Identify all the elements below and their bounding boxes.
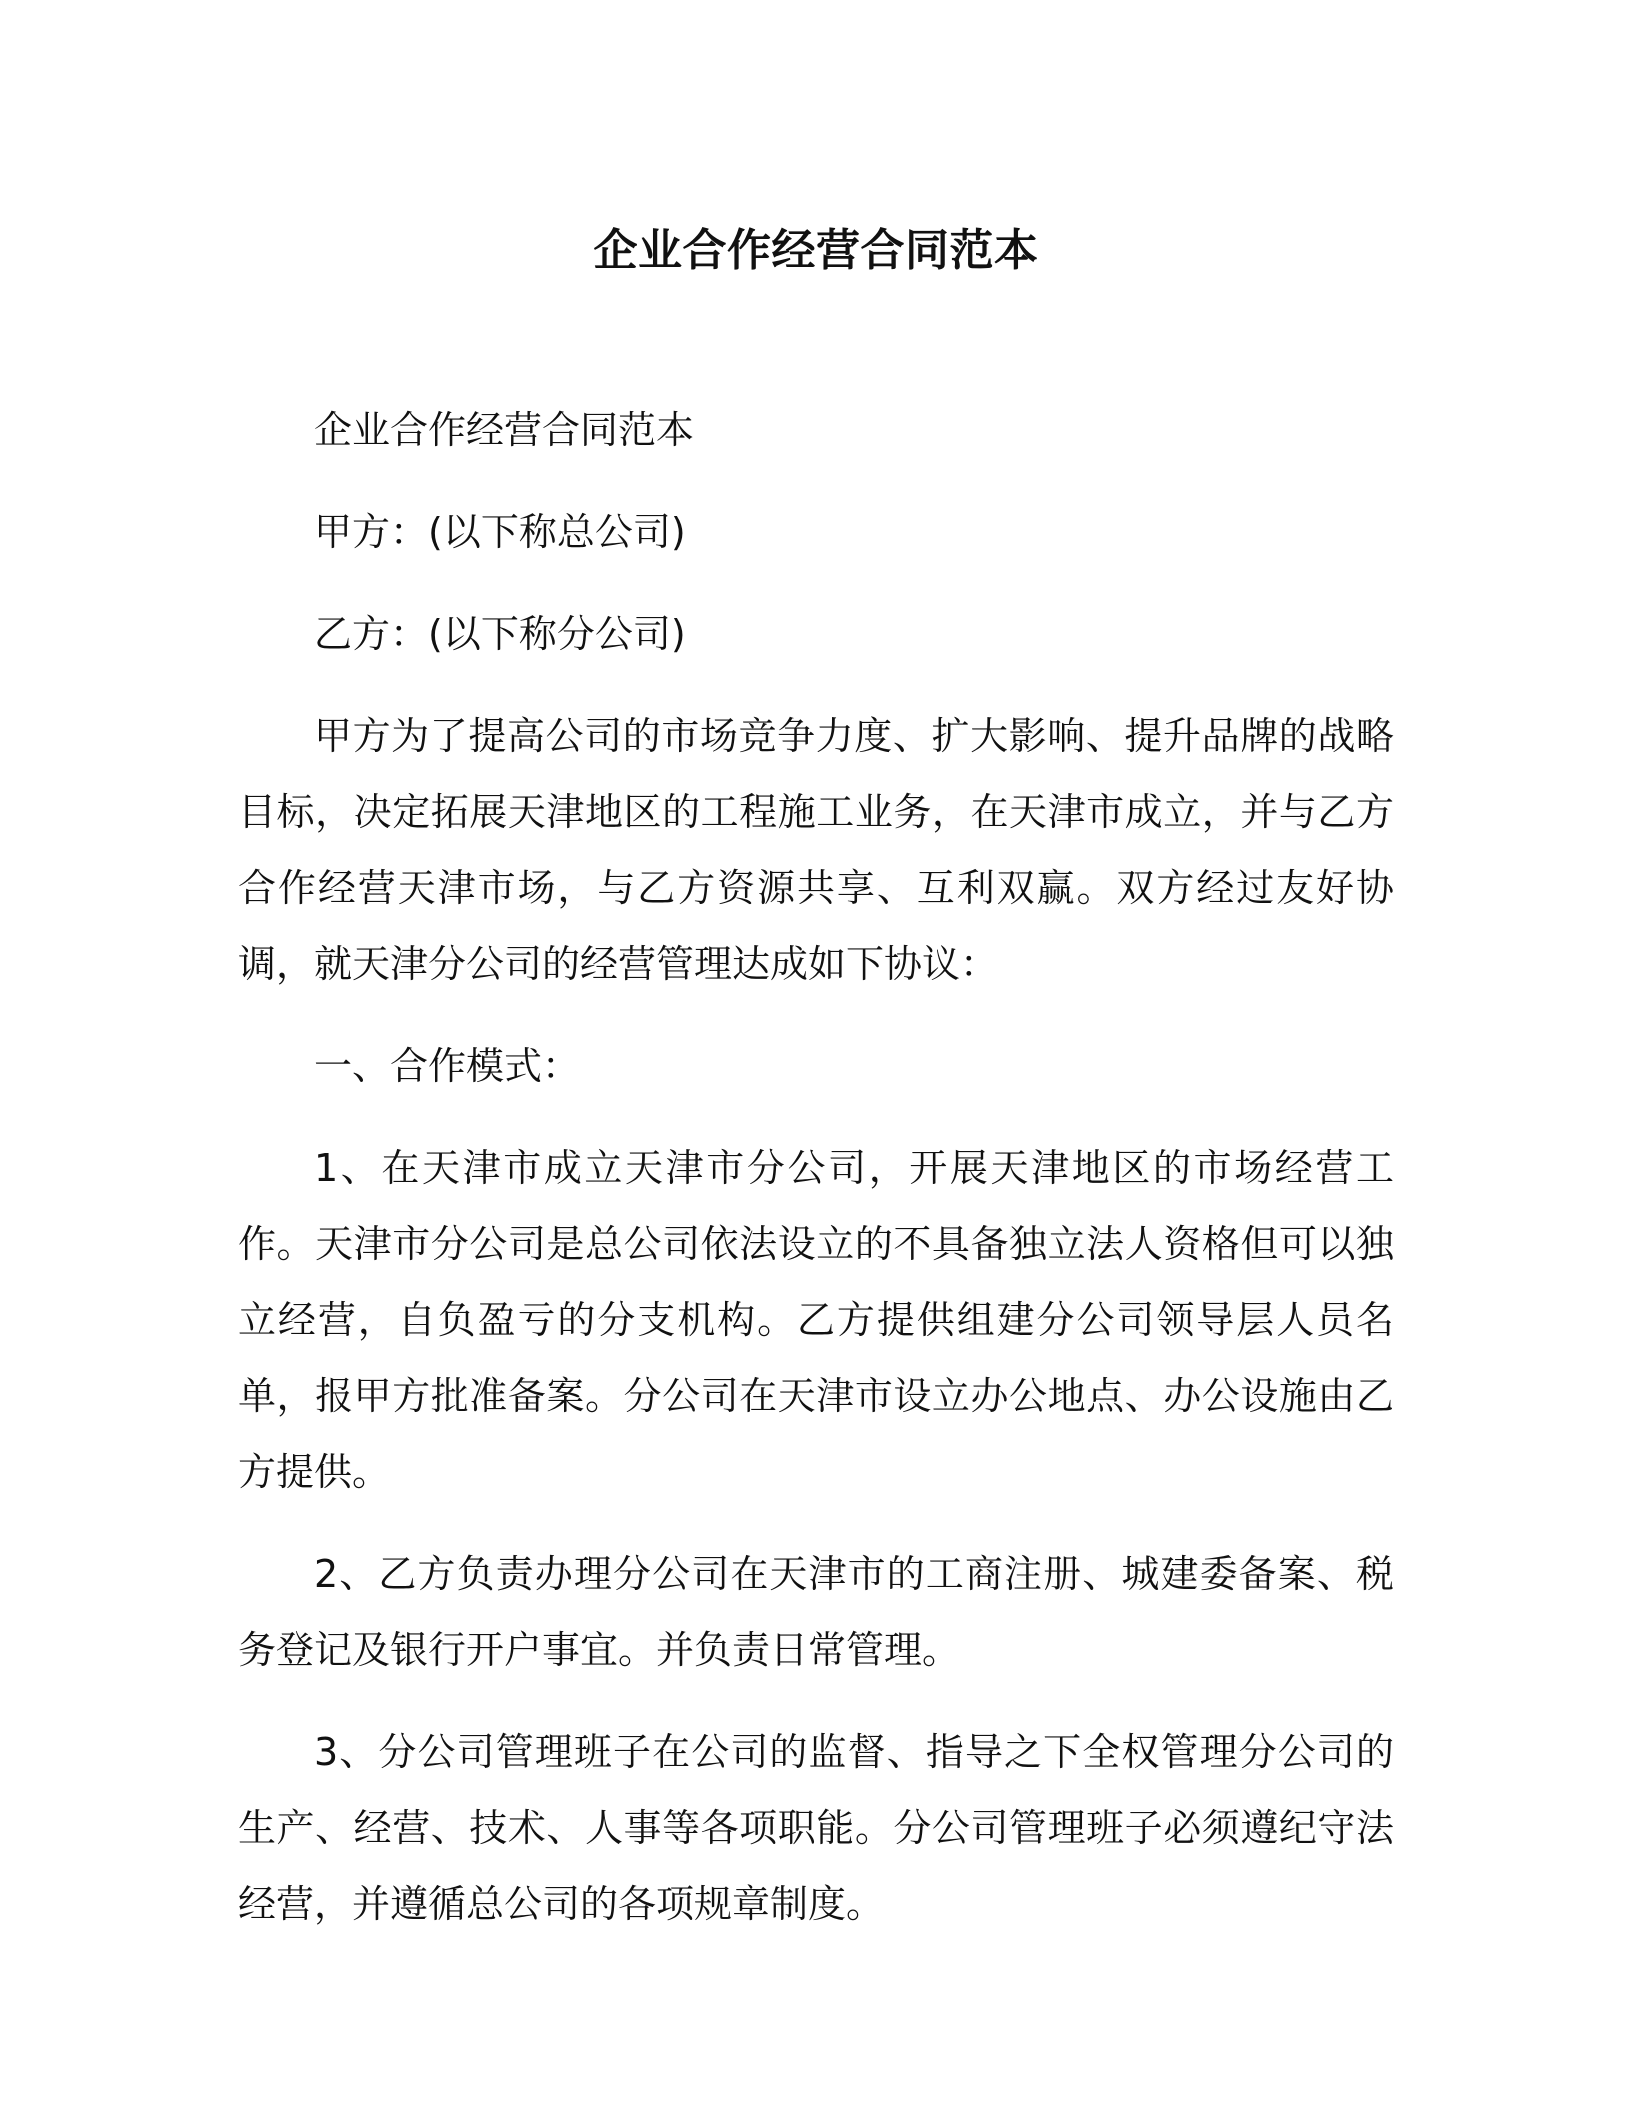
document-title: 企业合作经营合同范本 (593, 225, 1039, 276)
contract-heading: 企业合作经营合同范本 (314, 408, 695, 452)
clause-3: 3、分公司管理班子在公司的监督、指导之下全权管理分公司的生产、经营、技术、人事等各项职能。分公司管理班子必须遵纪守法经营，并遵循总公司的各项规章制度。 (238, 1730, 1394, 1926)
party-b-line: 乙方：(以下称分公司) (314, 612, 686, 656)
section-heading-cooperation-mode: 一、合作模式： (314, 1044, 581, 1088)
party-a-line: 甲方：(以下称总公司) (314, 510, 686, 554)
clause-2: 2、乙方负责办理分公司在天津市的工商注册、城建委备案、税务登记及银行开户事宜。并负责日常管理。 (238, 1552, 1394, 1672)
preamble-paragraph: 甲方为了提高公司的市场竞争力度、扩大影响、提升品牌的战略目标，决定拓展天津地区的工程施工业务，在天津市成立，并与乙方合作经营天津市场，与乙方资源共享、互利双赢。双方经过友好协调，就天津分公司的经营管理达成如下协议： (238, 714, 1394, 986)
document-body (238, 392, 1394, 1968)
clause-1: 1、在天津市成立天津市分公司，开展天津地区的市场经营工作。天津市分公司是总公司依法设立的不具备独立法人资格但可以独立经营，自负盈亏的分支机构。乙方提供组建分公司领导层人员名单，报甲方批准备案。分公司在天津市设立办公地点、办公设施由乙方提供。 (238, 1146, 1394, 1494)
